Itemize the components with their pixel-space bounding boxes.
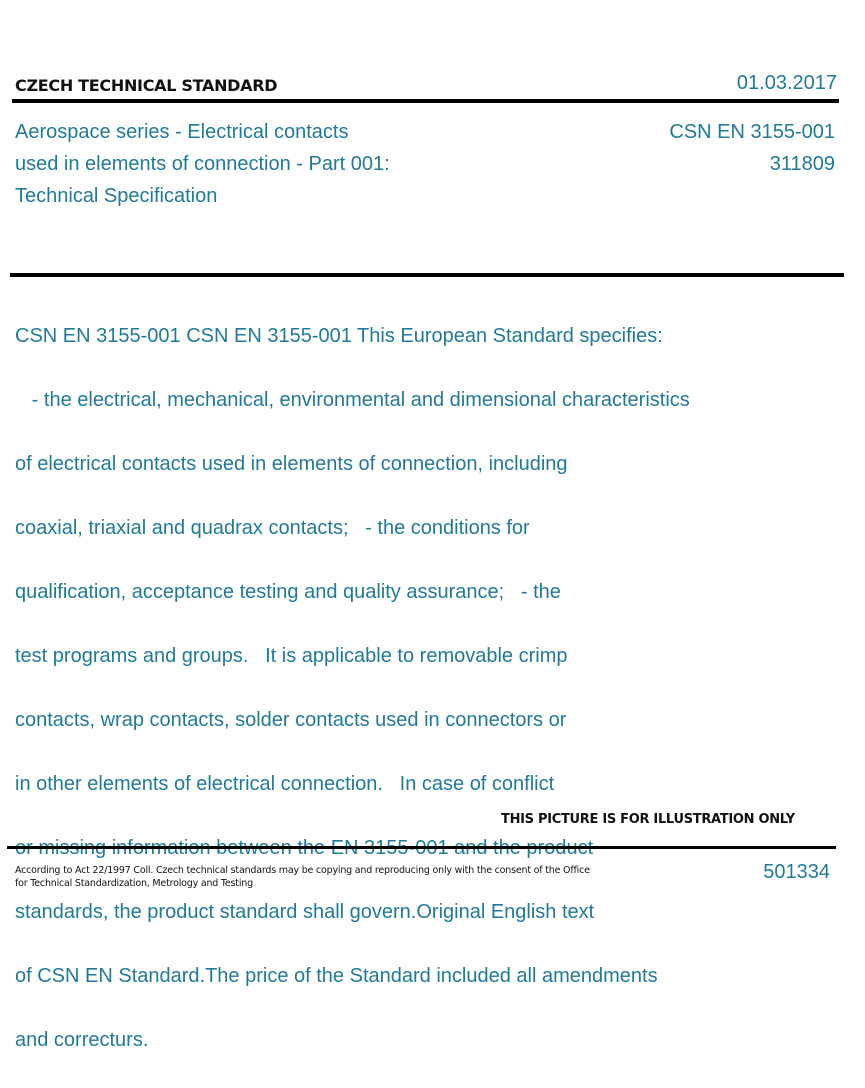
publication-date: 01.03.2017 <box>736 72 837 94</box>
header-divider <box>12 99 839 103</box>
legal-notice <box>15 864 615 890</box>
title-divider <box>10 273 844 277</box>
document-id: 501334 <box>763 861 830 883</box>
description-line: of electrical contacts used in elements of connection, including <box>15 453 568 475</box>
standard-title: Aerospace series - Electrical contacts used in elements of connection - Part 001: Technical Specification <box>15 121 390 207</box>
legal-notice-line: According to Act 22/1997 Coll. Czech technical standards may be copying and reproducing only with the consent of the Office <box>15 865 590 876</box>
description-line: contacts, wrap contacts, solder contacts used in connectors or <box>15 709 567 731</box>
legal-notice-line: for Technical Standardization, Metrology and Testing <box>15 878 253 889</box>
illustration-notice: THIS PICTURE IS FOR ILLUSTRATION ONLY <box>501 812 795 827</box>
description-line: in other elements of electrical connection. In case of conflict <box>15 773 555 795</box>
description-line: CSN EN 3155-001 CSN EN 3155-001 This European Standard specifies: <box>15 325 663 347</box>
standard-code: CSN EN 3155-001 <box>669 121 835 143</box>
footer-divider <box>7 846 836 849</box>
description-line: of CSN EN Standard.The price of the Standard included all amendments <box>15 965 658 987</box>
description-line: coaxial, triaxial and quadrax contacts; - the conditions for <box>15 517 530 539</box>
description-line: test programs and groups. It is applicable to removable crimp <box>15 645 568 667</box>
classification-number: 311809 <box>769 153 835 175</box>
description-line: standards, the product standard shall govern.Original English text <box>15 901 595 923</box>
description-line: and correcturs. <box>15 1029 149 1051</box>
description-line: - the electrical, mechanical, environmental and dimensional characteristics <box>15 389 690 411</box>
standard-type-label: CZECH TECHNICAL STANDARD <box>15 76 278 95</box>
standard-code-block <box>669 116 835 180</box>
standard-description <box>15 288 745 1088</box>
description-line: qualification, acceptance testing and quality assurance; - the <box>15 581 561 603</box>
